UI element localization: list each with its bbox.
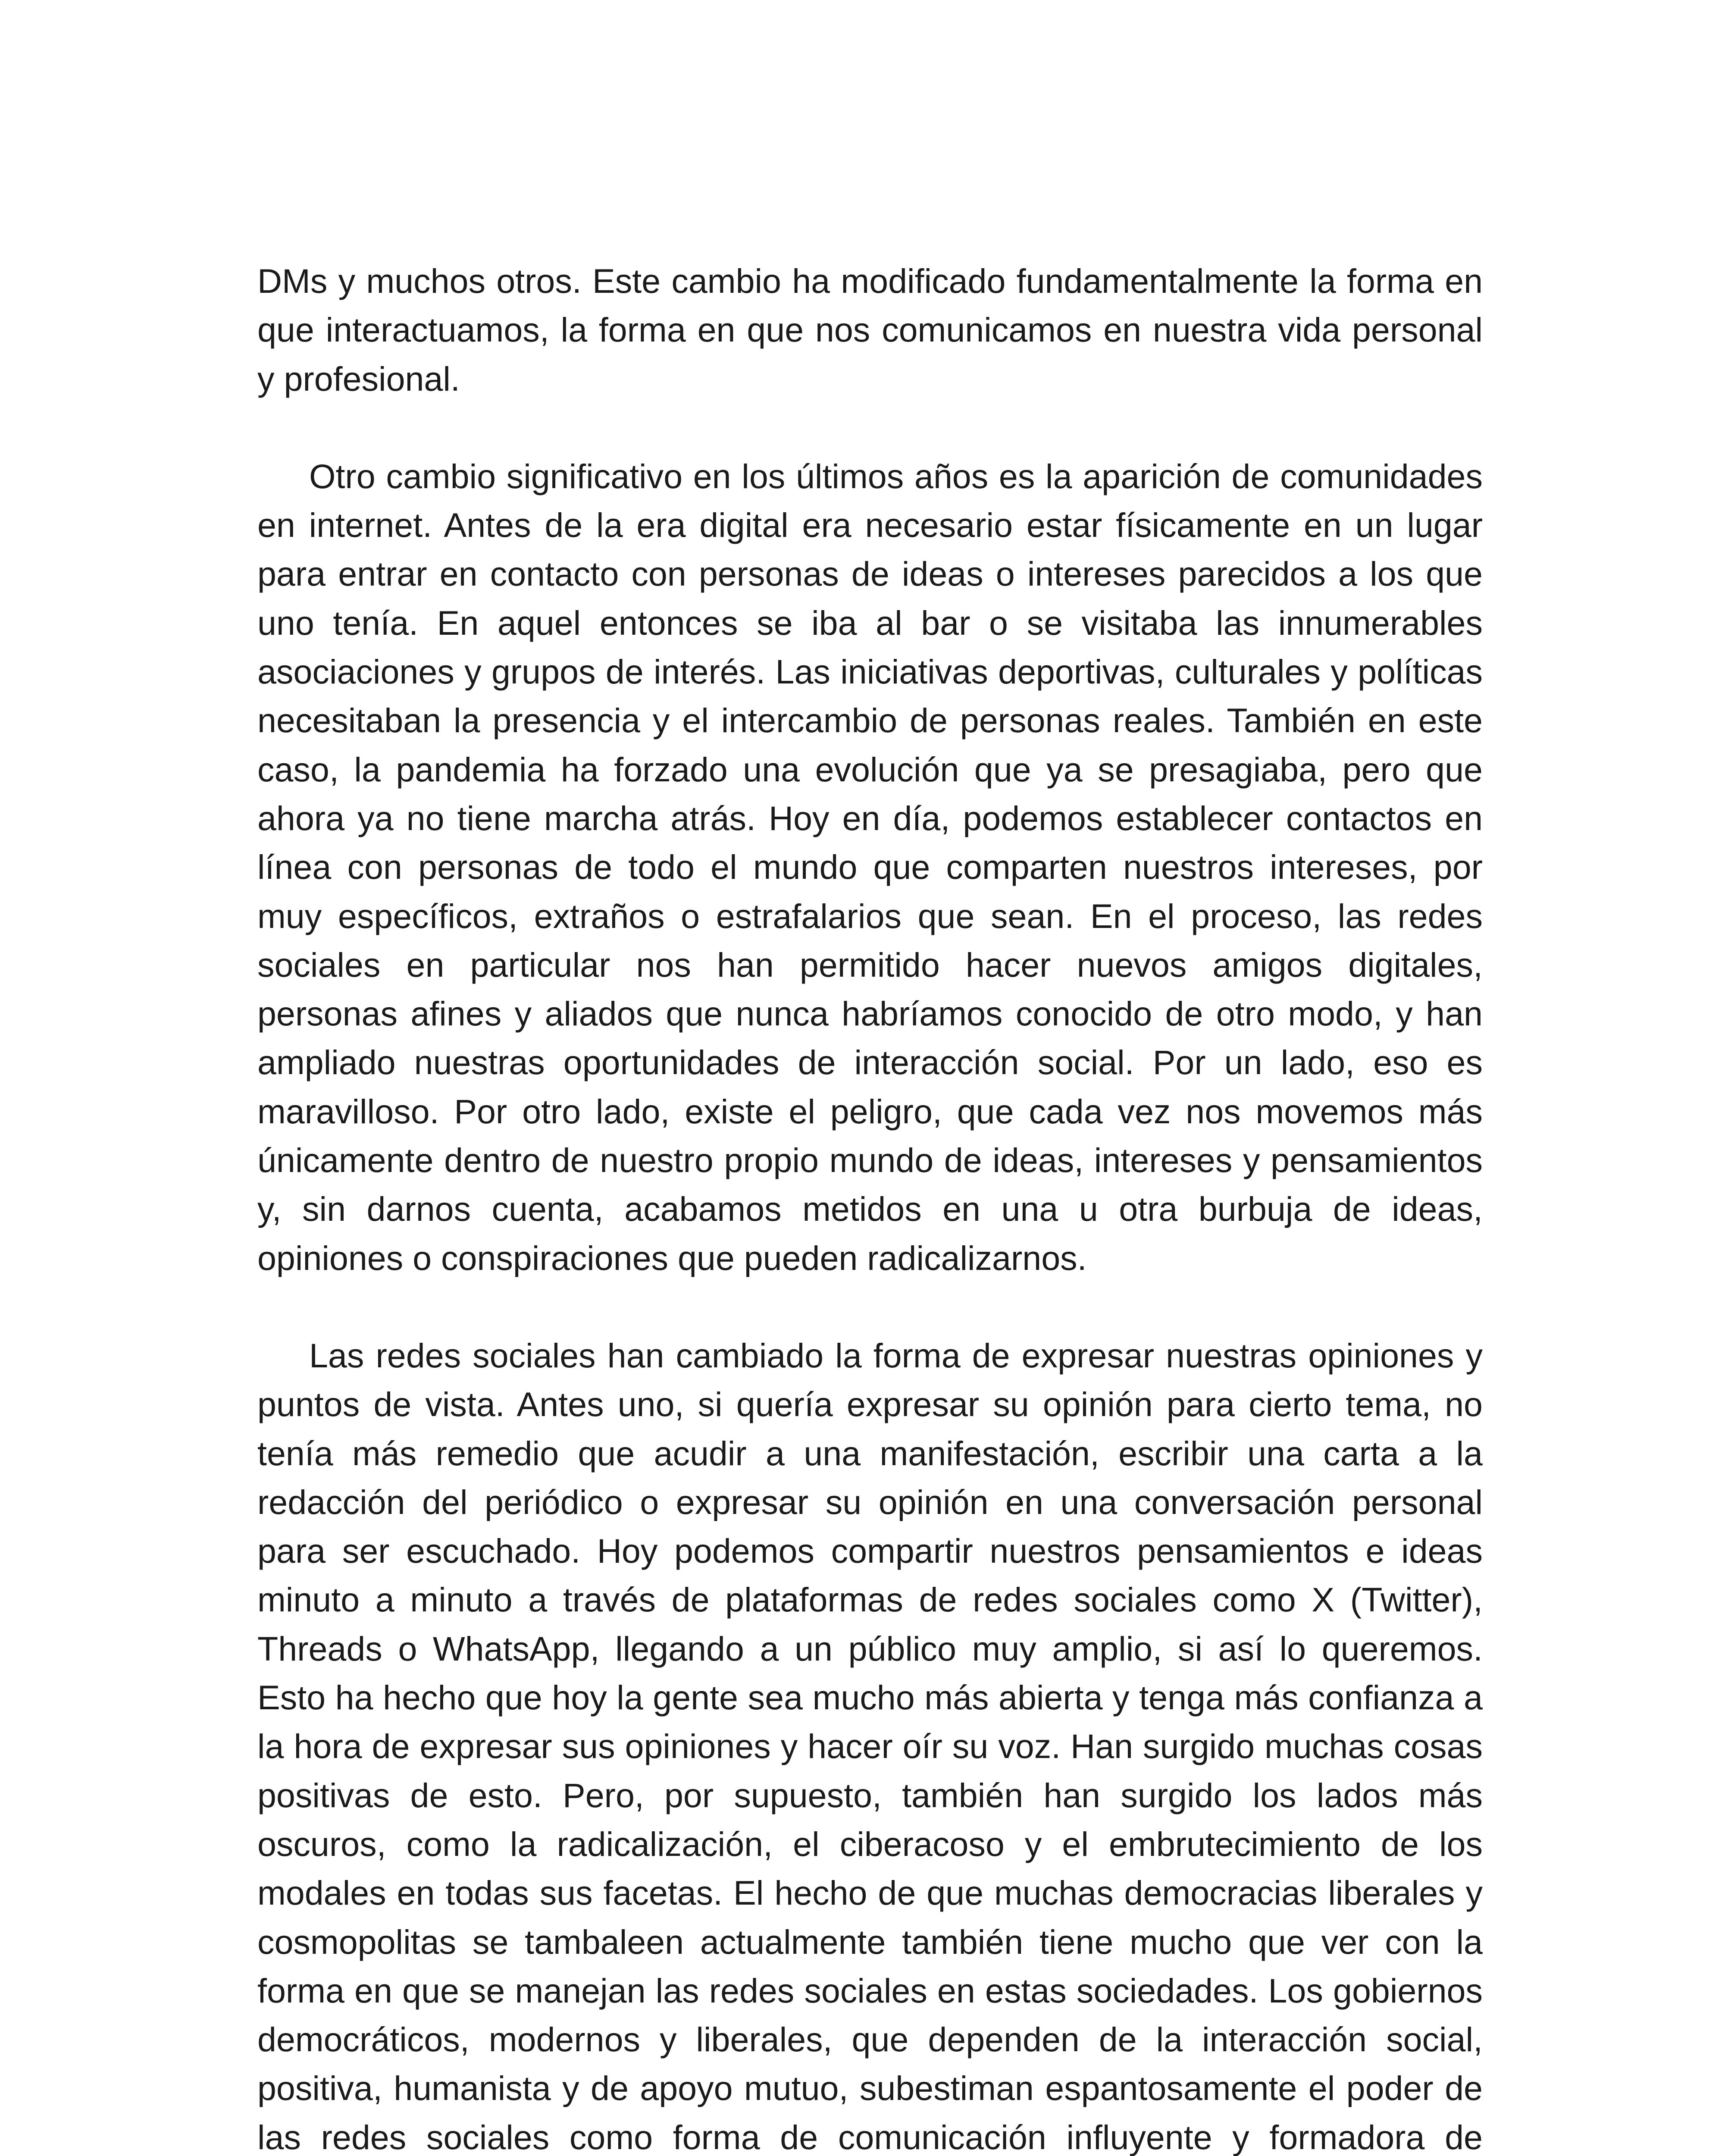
paragraph-2: Otro cambio significativo en los últimos años es la aparición de comunidades en internet. Antes de la era digital era necesario estar físicamente en un lugar para entrar en contacto con personas de ideas o intereses parecidos a los que uno tenía. En aquel entonces se iba al bar o se visitaba las innumerables asociaciones y grupos de interés. Las iniciativas deportivas, culturales y políticas necesitaban la presencia y el intercambio de personas reales. También en este caso, la pandemia ha forzado una evolución que ya se presagiaba, pero que ahora ya no tiene marcha atrás. Hoy en día, podemos establecer contactos en línea con personas de todo el mundo que comparten nuestros intereses, por muy específicos, extraños o estrafalarios que sean. En el proceso, las redes sociales en particular nos han permitido hacer nuevos amigos digitales, personas afines y aliados que nunca habríamos conocido de otro modo, y han ampliado nuestras oportunidades de interacción social. Por un lado, eso es maravilloso. Por otro lado, existe el peligro, que cada vez nos movemos más únicamente dentro de nuestro propio mundo de ideas, intereses y pensamientos y, sin darnos cuenta, acabamos metidos en una u otra burbuja de ideas, opiniones o conspiraciones que pueden radicalizarnos. [257,457,1483,1277]
paragraph-3: Las redes sociales han cambiado la forma de expresar nuestras opiniones y puntos de vista. Antes uno, si quería expresar su opinión para cierto tema, no tenía más remedio que acudir a una manifestación, escribir una carta a la redacción del periódico o expresar su opinión en una conversación personal para ser escuchado. Hoy podemos compartir nuestros pensamientos e ideas minuto a minuto a través de plataformas de redes sociales como X (Twitter), Threads o WhatsApp, llegando a un público muy amplio, si así lo queremos. Esto ha hecho que hoy la gente sea mucho más abierta y tenga más confianza a la hora de expresar sus opiniones y hacer oír su voz. Han surgido muchas cosas positivas de esto. Pero, por supuesto, también han surgido los lados más oscuros, como la radicalización, el ciberacoso y el embrutecimiento de los modales en todas sus facetas. El hecho de que muchas democracias liberales y cosmopolitas se tambaleen actualmente también tiene mucho que ver con la forma en que se manejan las redes sociales en estas sociedades. Los gobiernos democráticos, modernos y liberales, que dependen de la interacción social, positiva, humanista y de apoyo mutuo, subestiman espantosamente el poder de las redes sociales como forma de comunicación influyente y formadora de [257,1336,1483,2156]
body-text [257,257,1483,2156]
paragraph-1: DMs y muchos otros. Este cambio ha modificado fundamentalmente la forma en que interactuamos, la forma en que nos comunicamos en nuestra vida personal y profesional. [257,262,1483,398]
